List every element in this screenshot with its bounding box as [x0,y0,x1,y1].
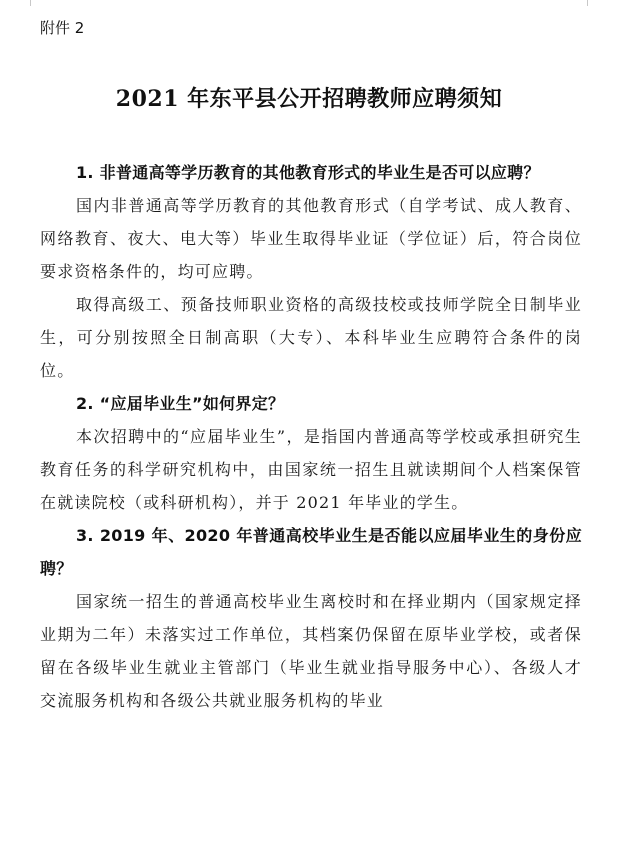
crop-mark-top-right [587,0,598,6]
answer-1-paragraph-1: 国内非普通高等学历教育的其他教育形式（自学考试、成人教育、网络教育、夜大、电大等）毕业生取得毕业证（学位证）后，符合岗位要求资格条件的，均可应聘。 [40,196,582,281]
answer-1-paragraph-2: 取得高级工、预备技师职业资格的高级技校或技师学院全日制毕业生，可分别按照全日制高职（大专）、本科毕业生应聘符合条件的岗位。 [40,295,582,380]
document-body [40,156,582,717]
document-title: 2021 年东平县公开招聘教师应聘须知 [115,86,503,112]
answer-2-paragraph-1: 本次招聘中的“应届毕业生”，是指国内普通高等学校或承担研究生教育任务的科学研究机构中，由国家统一招生且就读期间个人档案保管在就读院校（或科研机构），并于 2021 年毕业的学生。 [40,427,582,512]
crop-mark-top-left [20,0,31,6]
question-3: 3. 2019 年、2020 年普通高校毕业生是否能以应届毕业生的身份应聘？ [40,526,582,578]
answer-3-paragraph-1: 国家统一招生的普通高校毕业生离校时和在择业期内（国家规定择业期为二年）未落实过工作单位，其档案仍保留在原毕业学校，或者保留在各级毕业生就业主管部门（毕业生就业指导服务中心）、各级人才交流服务机构和各级公共就业服务机构的毕业 [40,592,582,710]
attachment-label: 附件 2 [40,19,85,37]
question-1: 1. 非普通高等学历教育的其他教育形式的毕业生是否可以应聘？ [76,163,540,182]
question-2: 2. “应届毕业生”如何界定？ [76,394,285,413]
